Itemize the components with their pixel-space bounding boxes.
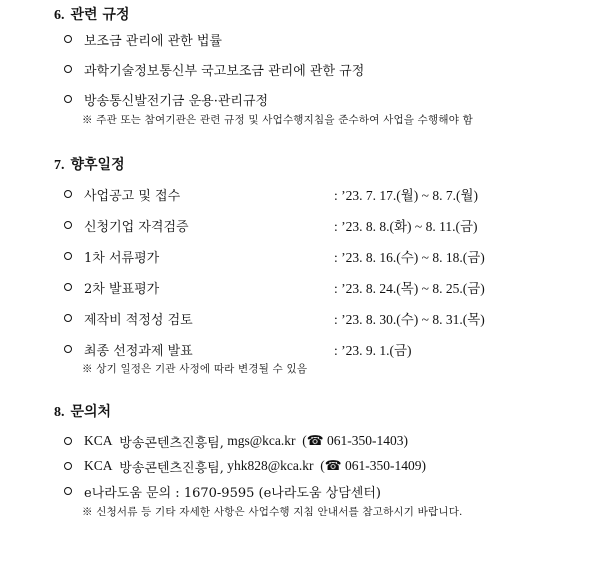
section-6-heading	[54, 4, 129, 24]
contact-team: 방송콘텐츠진흥팀,	[119, 435, 224, 451]
contact-item	[64, 431, 408, 451]
section-8-heading	[54, 401, 111, 421]
schedule-label: 제작비 적정성 검토	[84, 312, 193, 328]
circle-bullet-icon	[64, 487, 72, 495]
circle-bullet-icon	[64, 345, 72, 353]
schedule-date: : ’23. 8. 24.(목) ~ 8. 25.(금)	[334, 281, 485, 296]
circle-bullet-icon	[64, 437, 72, 445]
section-8-title: 문의처	[70, 404, 112, 420]
regulation-item	[64, 89, 268, 109]
schedule-label: 사업공고 및 접수	[84, 188, 181, 204]
schedule-label: 2차 발표평가	[84, 281, 160, 297]
contact-team: 방송콘텐츠진흥팀,	[119, 460, 224, 476]
section-7-title: 향후일정	[70, 157, 125, 173]
section-6-number: 6.	[54, 8, 65, 23]
section-8-note: ※ 신청서류 등 기타 자세한 사항은 사업수행 지침 안내서를 참고하시기 바랍니다.	[82, 506, 463, 518]
section-6-title: 관련 규정	[70, 7, 130, 23]
regulation-item	[64, 29, 222, 49]
circle-bullet-icon	[64, 65, 72, 73]
circle-bullet-icon	[64, 95, 72, 103]
schedule-label: 신청기업 자격검증	[84, 219, 189, 235]
schedule-date: : ’23. 7. 17.(월) ~ 8. 7.(월)	[334, 188, 478, 203]
section-6-note: ※ 주관 또는 참여기관은 관련 규정 및 사업수행지침을 준수하여 사업을 수행해야 함	[82, 114, 473, 126]
regulation-label: 보조금 관리에 관한 법률	[84, 33, 222, 49]
schedule-date: : ’23. 9. 1.(금)	[334, 343, 412, 358]
schedule-date: : ’23. 8. 8.(화) ~ 8. 11.(금)	[334, 219, 478, 234]
schedule-row	[64, 184, 478, 204]
contact-org: KCA	[84, 433, 113, 448]
regulation-label: 방송통신발전기금 운용·관리규정	[84, 93, 269, 109]
contact-phone: (☎ 061-350-1403)	[302, 433, 408, 448]
schedule-date: : ’23. 8. 30.(수) ~ 8. 31.(목)	[334, 312, 485, 327]
circle-bullet-icon	[64, 283, 72, 291]
contact-phone: (☎ 061-350-1409)	[320, 458, 426, 473]
section-8-number: 8.	[54, 405, 65, 420]
regulation-item	[64, 59, 364, 79]
helpdesk-item	[64, 481, 381, 501]
schedule-row	[64, 308, 485, 328]
schedule-label: 1차 서류평가	[84, 250, 160, 266]
circle-bullet-icon	[64, 35, 72, 43]
contact-item	[64, 456, 426, 476]
section-7-note: ※ 상기 일정은 기관 사정에 따라 변경될 수 있음	[82, 363, 308, 375]
schedule-row	[64, 339, 412, 359]
contact-email[interactable]: yhk828@kca.kr	[227, 458, 314, 473]
section-7-heading	[54, 154, 125, 174]
regulation-label: 과학기술정보통신부 국고보조금 관리에 관한 규정	[84, 63, 365, 79]
circle-bullet-icon	[64, 462, 72, 470]
schedule-row	[64, 246, 485, 266]
schedule-row	[64, 215, 478, 235]
circle-bullet-icon	[64, 314, 72, 322]
helpdesk-text: e나라도움 문의 : 1670-9595 (e나라도움 상담센터)	[84, 485, 381, 501]
circle-bullet-icon	[64, 190, 72, 198]
schedule-row	[64, 277, 485, 297]
contact-org: KCA	[84, 458, 113, 473]
contact-email[interactable]: mgs@kca.kr	[227, 433, 296, 448]
circle-bullet-icon	[64, 221, 72, 229]
circle-bullet-icon	[64, 252, 72, 260]
schedule-date: : ’23. 8. 16.(수) ~ 8. 18.(금)	[334, 250, 485, 265]
section-7-number: 7.	[54, 158, 65, 173]
schedule-label: 최종 선정과제 발표	[84, 343, 193, 359]
